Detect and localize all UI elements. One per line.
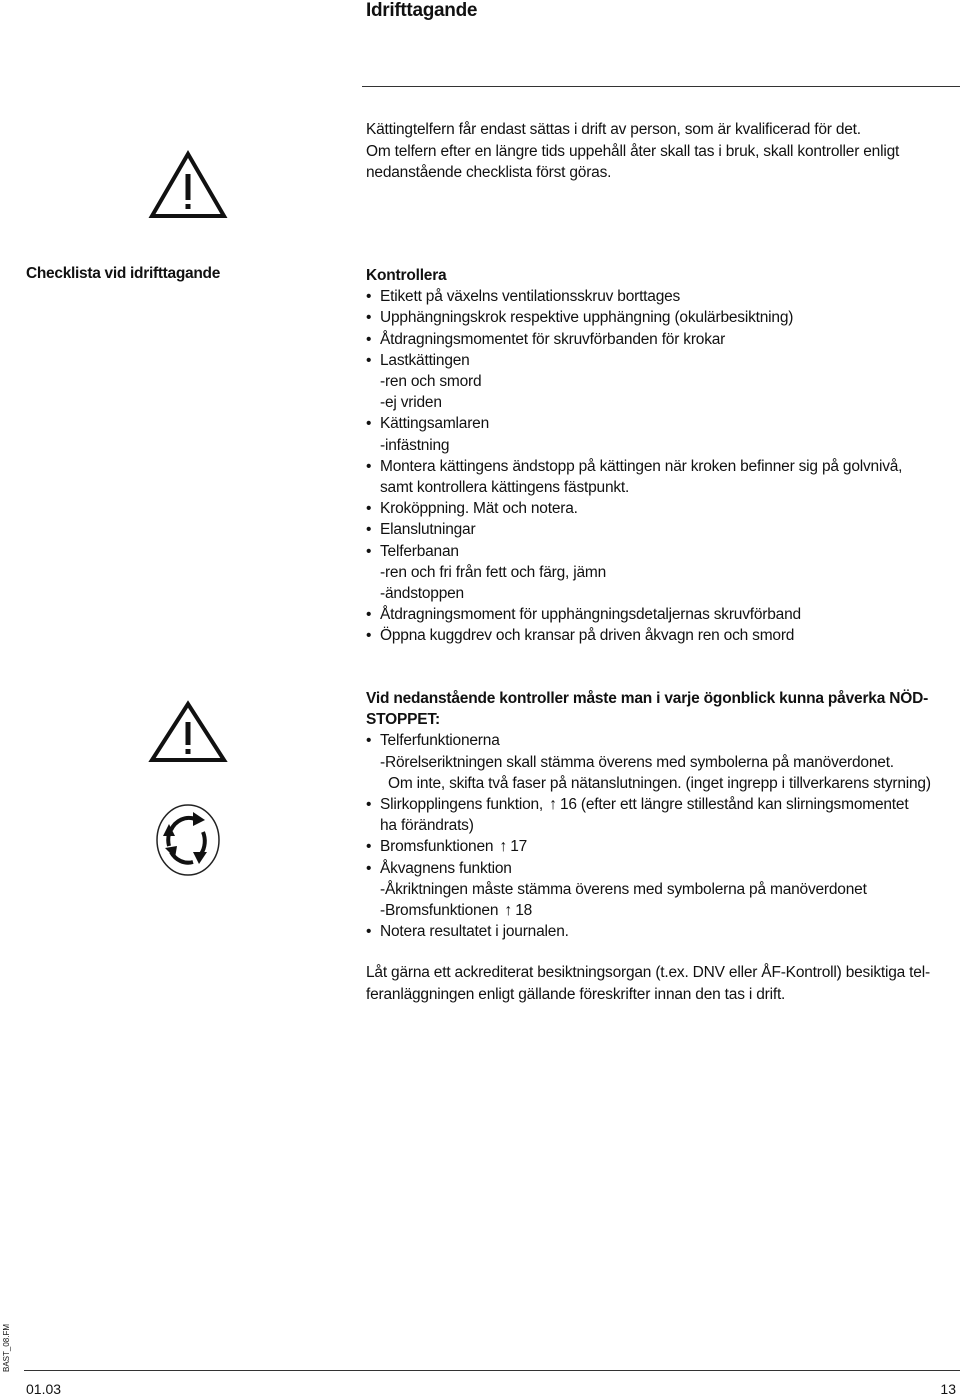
- emergency-heading: Vid nedanstående kontroller måste man i varje ögonblick kunna påverka NÖD-: [366, 690, 929, 707]
- reference-arrow-icon: ↑: [504, 902, 513, 920]
- list-subitem: Om inte, skifta två faser på nätanslutningen. (inget ingrepp i tillverkarens styrning): [388, 774, 931, 792]
- list-item-text: Bromsfunktionen: [380, 838, 494, 856]
- emergency-heading-cont: STOPPET:: [366, 711, 440, 729]
- final-line: feranläggningen enligt gällande föreskrifter innan den tas i drift.: [366, 985, 786, 1003]
- intro-paragraph: [366, 119, 960, 184]
- list-subitem: [366, 900, 960, 921]
- warning-triangle-icon: [148, 150, 228, 220]
- list-item: • Telferfunktionerna: [366, 730, 960, 751]
- list-subitem: -Åkriktningen måste stämma överens med symbolerna på manöverdonet: [380, 880, 867, 898]
- intro-line: nedanstående checklista först göras.: [366, 164, 612, 181]
- page-title: Idrifttagande: [366, 0, 478, 21]
- header-divider: [362, 86, 960, 87]
- reference-arrow-icon: ↑: [499, 838, 508, 856]
- footer-divider: [24, 1370, 960, 1371]
- list-item: • Upphängningskrok respektive upphängning (okulärbesiktning): [366, 307, 960, 328]
- intro-line: Kättingtelfern får endast sättas i drift av person, som är kvalificerad för det.: [366, 121, 861, 138]
- list-item: • Elanslutningar: [366, 519, 960, 540]
- list-item: • Öppna kuggdrev och kransar på driven åkvagn ren och smord: [366, 625, 960, 646]
- list-subitem: -ren och fri från fett och färg, jämn: [380, 563, 607, 581]
- list-subitem: ha förändrats): [380, 817, 474, 835]
- reference-number: 18: [515, 902, 533, 920]
- final-paragraph: [366, 962, 960, 1005]
- list-subitem: -ändstoppen: [380, 585, 464, 603]
- list-item: • Åkvagnens funktion: [366, 858, 960, 879]
- list-item: • Kroköppning. Mät och notera.: [366, 498, 960, 519]
- rotation-arrows-icon: [155, 802, 221, 878]
- list-item: • Åtdragningsmomentet för skruvförbanden för krokar: [366, 329, 960, 350]
- reference-number: 16: [559, 796, 577, 814]
- reference-number: 17: [510, 838, 528, 856]
- list-item: • Kättingsamlaren: [366, 413, 960, 434]
- list-subitem: -ren och smord: [380, 373, 482, 391]
- intro-line: Om telfern efter en längre tids uppehåll åter skall tas i bruk, skall kontroller enligt: [366, 142, 900, 160]
- section-label-checklist: Checklista vid idrifttagande: [26, 265, 221, 282]
- list-subitem: samt kontrollera kättingens fästpunkt.: [380, 479, 630, 497]
- list-subitem-text: -Bromsfunktionen: [380, 902, 499, 920]
- reference-arrow-icon: ↑: [549, 796, 557, 814]
- list-item: [366, 836, 960, 857]
- list-item: • Notera resultatet i journalen.: [366, 921, 960, 942]
- list-item: [366, 794, 960, 815]
- list-subitem: -ej vriden: [380, 394, 442, 412]
- warning-triangle-icon: [148, 700, 228, 764]
- list-item: • Telferbanan: [366, 541, 960, 562]
- list-item: • Åtdragningsmoment för upphängningsdetaljernas skruvförband: [366, 604, 960, 625]
- list-subitem: -infästning: [380, 436, 450, 454]
- checklist-block: [366, 265, 960, 647]
- list-item: • Lastkättingen: [366, 350, 960, 371]
- emergency-checks: [366, 688, 960, 942]
- checklist-heading: Kontrollera: [366, 267, 447, 284]
- list-item-text: (efter ett längre stillestånd kan slirningsmomentet: [580, 796, 909, 814]
- final-line: Låt gärna ett ackrediterat besiktningsorgan (t.ex. DNV eller ÅF-Kontroll) besiktiga tel-: [366, 964, 930, 981]
- list-item: • Montera kättingens ändstopp på kättingen när kroken befinner sig på golvnivå,: [366, 456, 960, 477]
- list-subitem: -Rörelseriktningen skall stämma överens med symbolerna på manöverdonet.: [380, 753, 894, 771]
- footer-file-code: BAST_08.FM: [2, 1323, 11, 1372]
- footer-date: 01.03: [26, 1381, 62, 1397]
- page-number: 13: [940, 1381, 956, 1397]
- list-item-text: Slirkopplingens funktion,: [380, 796, 544, 814]
- list-item: • Etikett på växelns ventilationsskruv borttages: [366, 286, 960, 307]
